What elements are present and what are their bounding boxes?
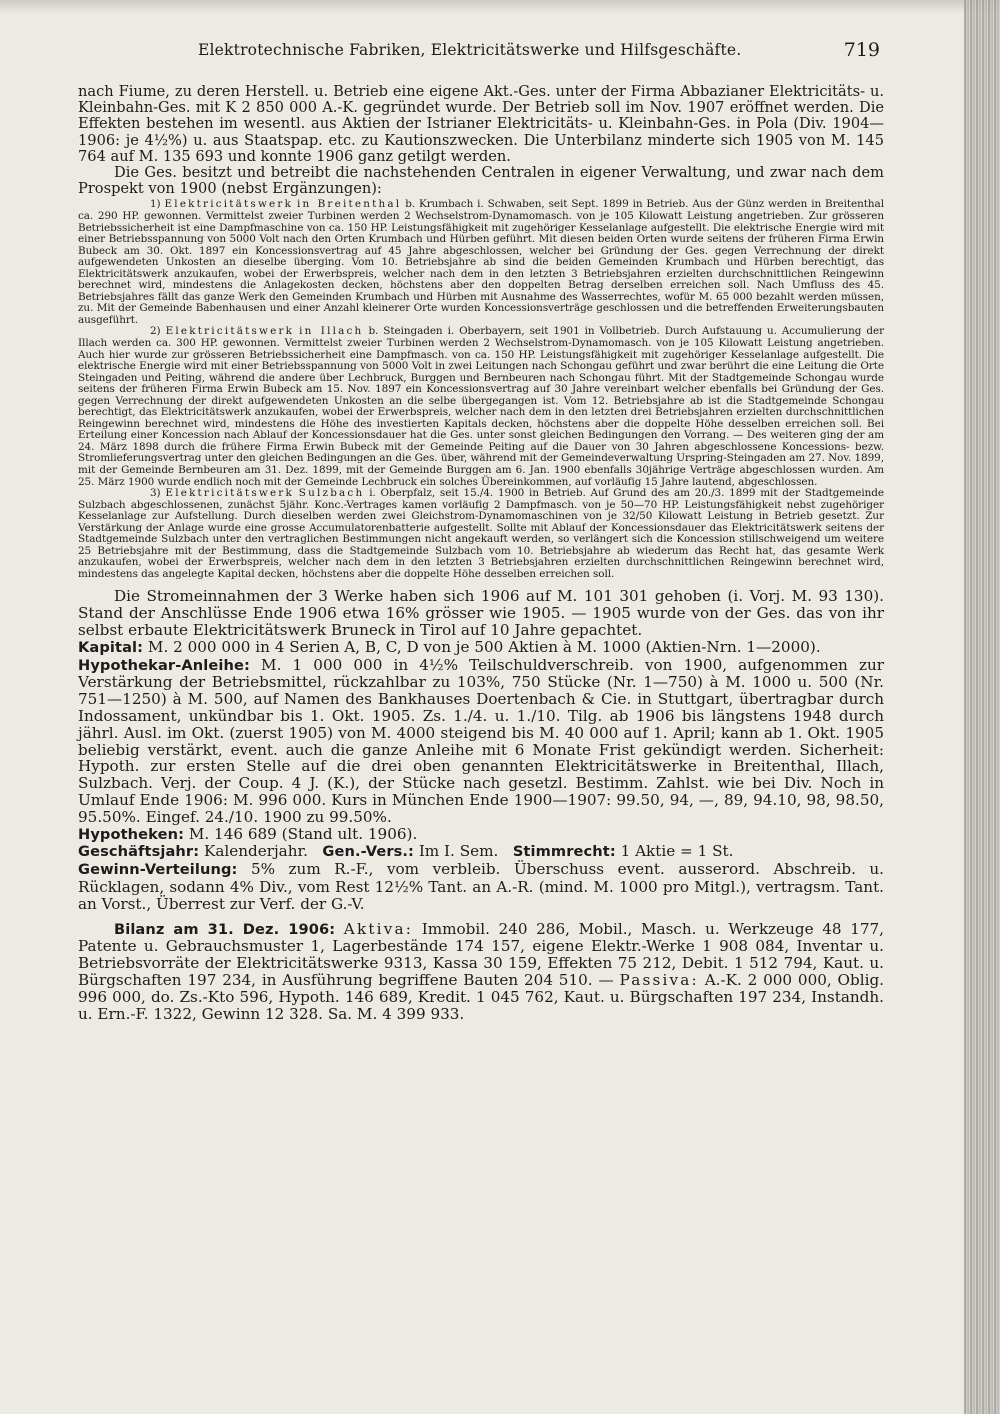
- generalversammlung-label: Gen.-Vers.:: [322, 843, 414, 861]
- intro-paragraph: [78, 84, 884, 165]
- gewinn-text: 5% zum R.-F., vom verbleib. Überschuss event. ausserord. Abschreib. u. Rücklagen, sodann 4% Div., vom Rest 12½% Tant. an A.-R. (mind. M. 1000 pro Mitgl.), vertragsm. Tant. an Vorst., Überrest zur Verf. der G.-V.: [78, 860, 884, 913]
- page-shadow: [0, 0, 1000, 14]
- meta-line: [78, 843, 884, 861]
- works-item-place: in Illach: [299, 325, 364, 338]
- aktiva-label: Aktiva:: [343, 919, 414, 938]
- works-item-place: in Breitenthal: [297, 198, 402, 211]
- kapital-entry: [78, 639, 884, 657]
- stimmrecht-label: Stimmrecht:: [512, 843, 616, 861]
- intro-text: nach Fiume, zu deren Herstell. u. Betrieb eine eigene Akt.-Ges. unter der Firma Abbazianer Elektricitäts- u. Kleinbahn-Ges. mit K 2 850 000 A.-K. gegründet wurde. Der Betrieb soll im Nov. 1907 eröffnet werden. Die Effekten bestehen im wesentl. aus Aktien der Istrianer Elektricitäts- u. Kleinbahn-Ges. in Pola (Div. 1904—1906: je 4½%) u. aus Staatspap. etc. zu Kautionszwecken. Die Unterbilanz minderte sich 1905 von M. 145 764 auf M. 135 693 und konnte 1906 ganz getilgt werden.: [78, 83, 884, 165]
- works-item-name: Elektricitätswerk: [165, 487, 294, 500]
- works-item-place: Sulzbach: [298, 487, 365, 500]
- gewinn-label: Gewinn-Verteilung:: [78, 861, 238, 879]
- hypotheken-entry: [78, 826, 884, 844]
- hypotheken-label: Hypotheken:: [78, 825, 184, 843]
- running-head-title: Elektrotechnische Fabriken, Elektricitätswerke und Hilfsgeschäfte.: [198, 41, 742, 59]
- gewinn-entry: [78, 861, 884, 912]
- works-item-number: 2): [150, 325, 161, 338]
- works-item-1: [78, 199, 884, 326]
- works-item-text: b. Steingaden i. Oberbayern, seit 1901 in Vollbetrieb. Durch Aufstauung u. Accumulierung der Illach werden ca. 300 HP. gewonnen. Vermittelst zweier Turbinen werden 2 Wechselstrom-Dynamomasch. von je 105 Kilowatt Leistung angetrieben. Auch hier wurde zur grösseren Betriebssicherheit eine Dampfmasch. von ca. 150 HP. Leistungsfähigkeit mit zugehöriger Kesselanlage aufgestellt. Die elektrische Energie wird mit einer Betriebsspannung von 5000 Volt in zwei Leitungen nach Schongau geführt und zwar berührt die eine Leitung die Orte Steingaden und Peiting, während die andere über Lechbruck, Burggen und Bernbeuren nach Schongau führt. Mit der Stadtgemeinde Schongau wurde seitens der früheren Firma Erwin Bubeck am 15. Nov. 1897 ein Koncessionsvertrag auf 30 Jahre vereinbart welcher ebenfalls bei Gründung der Ges. gegen Verrechnung der direkt aufgewendeten Unkosten an die selbe übergegangen ist. Vom 12. Betriebsjahre ab ist die Stadtgemeinde Schongau berechtigt, das Elektricitätswerk anzukaufen, wobei der Erwerbspreis, welcher nach dem in den letzten drei Betriebsjahren erzielten durchschnittlichen Reingewinn berechnet wird, mindestens die Höhe des investierten Kapitals decken, höchstens aber die doppelte Höhe desselben erreichen soll. Bei Erteilung einer Koncession nach Ablauf der Koncessionsdauer hat die Ges. unter sonst gleichen Bedingungen den Vorrang. — Des weiteren ging der am 24. März 1898 durch die frühere Firma Erwin Bubeck mit der Gemeinde Peiting auf die Dauer von 30 Jahren abgeschlossene Koncessions- bezw. Stromlieferungsvertrag unter den gleichen Bedingungen an die Ges. über, während mit der Gemeindeverwaltung Urspring-Steingaden am 27. Nov. 1899, mit der Gemeinde Bernbeuren am 31. Dez. 1899, mit der Gemeinde Burggen am 6. Jan. 1900 ebenfalls 30jährige Verträge abgeschlossen wurden. Am 25. März 1900 wurde endlich noch mit der Gemeinde Lechbruck ein solches Übereinkommen, auf vorläufig 15 Jahre lautend, abgeschlossen.: [78, 325, 884, 488]
- passiva-text: A.-K. 2 000 000, Oblig. 996 000, do. Zs.-Kto 596, Hypoth. 146 689, Kredit. 1 045 762, Kaut. u. Bürgschaften 197 234, Instandh. u. Ern.-F. 1322, Gewinn 12 328. Sa. M. 4 399 933.: [78, 971, 884, 1023]
- anleihe-entry: [78, 657, 884, 826]
- summary-paragraph: [78, 588, 884, 638]
- hypotheken-text: M. 146 689 (Stand ult. 1906).: [188, 824, 418, 843]
- works-item-text: b. Krumbach i. Schwaben, seit Sept. 1899 in Betrieb. Aus der Günz werden in Breitenthal ca. 290 HP. gewonnen. Vermittelst zweier Turbinen werden 2 Wechselstrom-Dynamomasch. von je 105 Kilowatt Leistung angetrieben. Zur grösseren Betriebssicherheit ist eine Dampfmaschine von ca. 150 HP. Leistungsfähigkeit mit zugehöriger Kesselanlage aufgestellt. Die elektrische Energie wird mit einer Betriebsspannung von 5000 Volt nach den Orten Krumbach und Hürben geführt. Mit diesen beiden Orten wurde seitens der früheren Firma Erwin Bubeck am 30. Okt. 1897 ein Koncessionsvertrag auf 45 Jahre abgeschlossen, welcher bei Gründung der Ges. gegen Verrechnung der direkt aufgewendeten Unkosten an dieselbe überging. Vom 10. Betriebsjahre ab sind die beiden Gemeinden Krumbach und Hürben berechtigt, das Elektricitätswerk anzukaufen, wobei der Erwerbspreis, welcher nach dem in den letzten 3 Betriebsjahren erzielten durchschnittlichen Reingewinn berechnet wird, mindestens die Anlagekosten decken, höchstens aber den doppelten Betrag derselben erreichen soll. Nach Umfluss des 45. Betriebsjahres fällt das ganze Werk den Gemeinden Krumbach und Hürben mit Ausnahme des Wasserrechtes, wofür M. 65 000 bezahlt werden müssen, zu. Mit der Gemeinde Babenhausen und einer Anzahl kleinerer Orte wurden Koncessionsverträge geschlossen und die betreffenden Erweiterungsbauten ausgeführt.: [78, 198, 884, 326]
- geschaeftsjahr-text: Kalenderjahr.: [203, 842, 308, 861]
- page-number: 719: [843, 39, 880, 61]
- geschaeftsjahr-label: Geschäftsjahr:: [78, 843, 200, 861]
- kapital-label: Kapital:: [78, 638, 144, 656]
- works-item-text: i. Oberpfalz, seit 15./4. 1900 in Betrieb. Auf Grund des am 20./3. 1899 mit der Stadtgemeinde Sulzbach abgeschlossenen, zunächst 5jähr. Konc.-Vertrages kamen vorläufig 2 Dampfmasch. von je 50—70 HP. Leistungsfähigkeit nebst zugehöriger Kesselanlage zur Aufstellung. Durch dieselben werden zwei Gleichstrom-Dynamomaschinen von je 32/50 Kilowatt Leistung in Betrieb gesetzt. Zur Verstärkung der Anlage wurde eine grosse Accumulatorenbatterie aufgestellt. Sollte mit Ablauf der Koncessionsdauer das Elektricitätswerk seitens der Stadtgemeinde Sulzbach unter den vertraglichen Bestimmungen nicht angekauft werden, so verlängert sich die Koncession stillschweigend um weitere 25 Betriebsjahre mit der Bestimmung, dass die Stadtgemeinde Sulzbach vom 10. Betriebsjahre ab wiederum das Recht hat, das gesamte Werk anzukaufen, wobei der Erwerbspreis, welcher nach dem in den letzten 3 Betriebsjahren erzielten durchschnittlichen Reingewinn berechnet wird, mindestens das angelegte Kapital decken, höchstens aber die doppelte Höhe desselben erreichen soll.: [78, 487, 884, 580]
- works-item-3: [78, 488, 884, 580]
- intro-text-2: Die Ges. besitzt und betreibt die nachstehenden Centralen in eigener Verwaltung, und zwar nach dem Prospekt von 1900 (nebst Ergänzungen):: [78, 164, 884, 198]
- works-item-number: 1): [150, 198, 161, 211]
- intro-paragraph-2: [78, 165, 884, 197]
- summary-text: Die Stromeinnahmen der 3 Werke haben sich 1906 auf M. 101 301 gehoben (i. Vorj. M. 93 130). Stand der Anschlüsse Ende 1906 etwa 16% grösser wie 1905. — 1905 wurde von der Ges. das von ihr selbst erbaute Elektricitätswerk Bruneck in Tirol auf 10 Jahre gepachtet.: [78, 587, 884, 640]
- anleihe-text: M. 1 000 000 in 4½% Teilschuldverschreib. von 1900, aufgenommen zur Verstärkung der Betriebsmittel, rückzahlbar zu 103%, 750 Stücke (Nr. 1—750) à M. 1000 u. 500 (Nr. 751—1250) à M. 500, auf Namen des Bankhauses Doertenbach & Cie. in Stuttgart, übertragbar durch Indossament, unkündbar bis 1. Okt. 1905. Zs. 1./4. u. 1./10. Tilg. ab 1906 bis längstens 1948 durch jährl. Ausl. im Okt. (zuerst 1905) von M. 4000 steigend bis M. 40 000 auf 1. April; kann ab 1. Okt. 1905 beliebig verstärkt, event. auch die ganze Anleihe mit 6 Monate Frist gekündigt werden. Sicherheit: Hypoth. zur ersten Stelle auf die drei oben genannten Elektricitätswerke in Breitenthal, Illach, Sulzbach. Verj. der Coup. 4 J. (K.), der Stücke nach gesetzl. Bestimm. Zahlst. wie bei Div. Noch in Umlauf Ende 1906: M. 996 000. Kurs in München Ende 1900—1907: 99.50, 94, —, 89, 94.10, 98, 98.50, 95.50%. Eingef. 24./10. 1900 zu 99.50%.: [78, 655, 884, 826]
- book-spine-edge: [964, 0, 1000, 1414]
- anleihe-label: Hypothekar-Anleihe:: [78, 656, 250, 674]
- passiva-label: Passiva:: [619, 971, 699, 989]
- bilanz-label: Bilanz am 31. Dez. 1906:: [114, 920, 336, 938]
- works-item-2: [78, 326, 884, 488]
- kapital-text: M. 2 000 000 in 4 Serien A, B, C, D von je 500 Aktien à M. 1000 (Aktien-Nrn. 1—2000).: [147, 637, 821, 656]
- works-item-number: 3): [150, 487, 161, 500]
- aktiva-text: Immobil. 240 286, Mobil., Masch. u. Werkzeuge 48 177, Patente u. Gebrauchsmuster 1, Lagerbestände 174 157, eigene Elektr.-Werke 1 908 084, Inventar u. Betriebsvorräte der Elektricitätswerke 9313, Kassa 30 159, Effekten 75 212, Debit. 1 512 794, Kaut. u. Bürgschaften 197 234, in Ausführung begriffene Bauten 204 510. —: [78, 919, 885, 989]
- generalversammlung-text: Im I. Sem.: [418, 842, 499, 861]
- bilanz-entry: [78, 921, 884, 1023]
- stimmrecht-text: 1 Aktie = 1 St.: [620, 842, 734, 861]
- works-item-name: Elektricitätswerk: [164, 198, 294, 211]
- page-body: [78, 84, 884, 1022]
- running-head: [100, 41, 880, 65]
- works-item-name: Elektricitätswerk: [165, 325, 295, 338]
